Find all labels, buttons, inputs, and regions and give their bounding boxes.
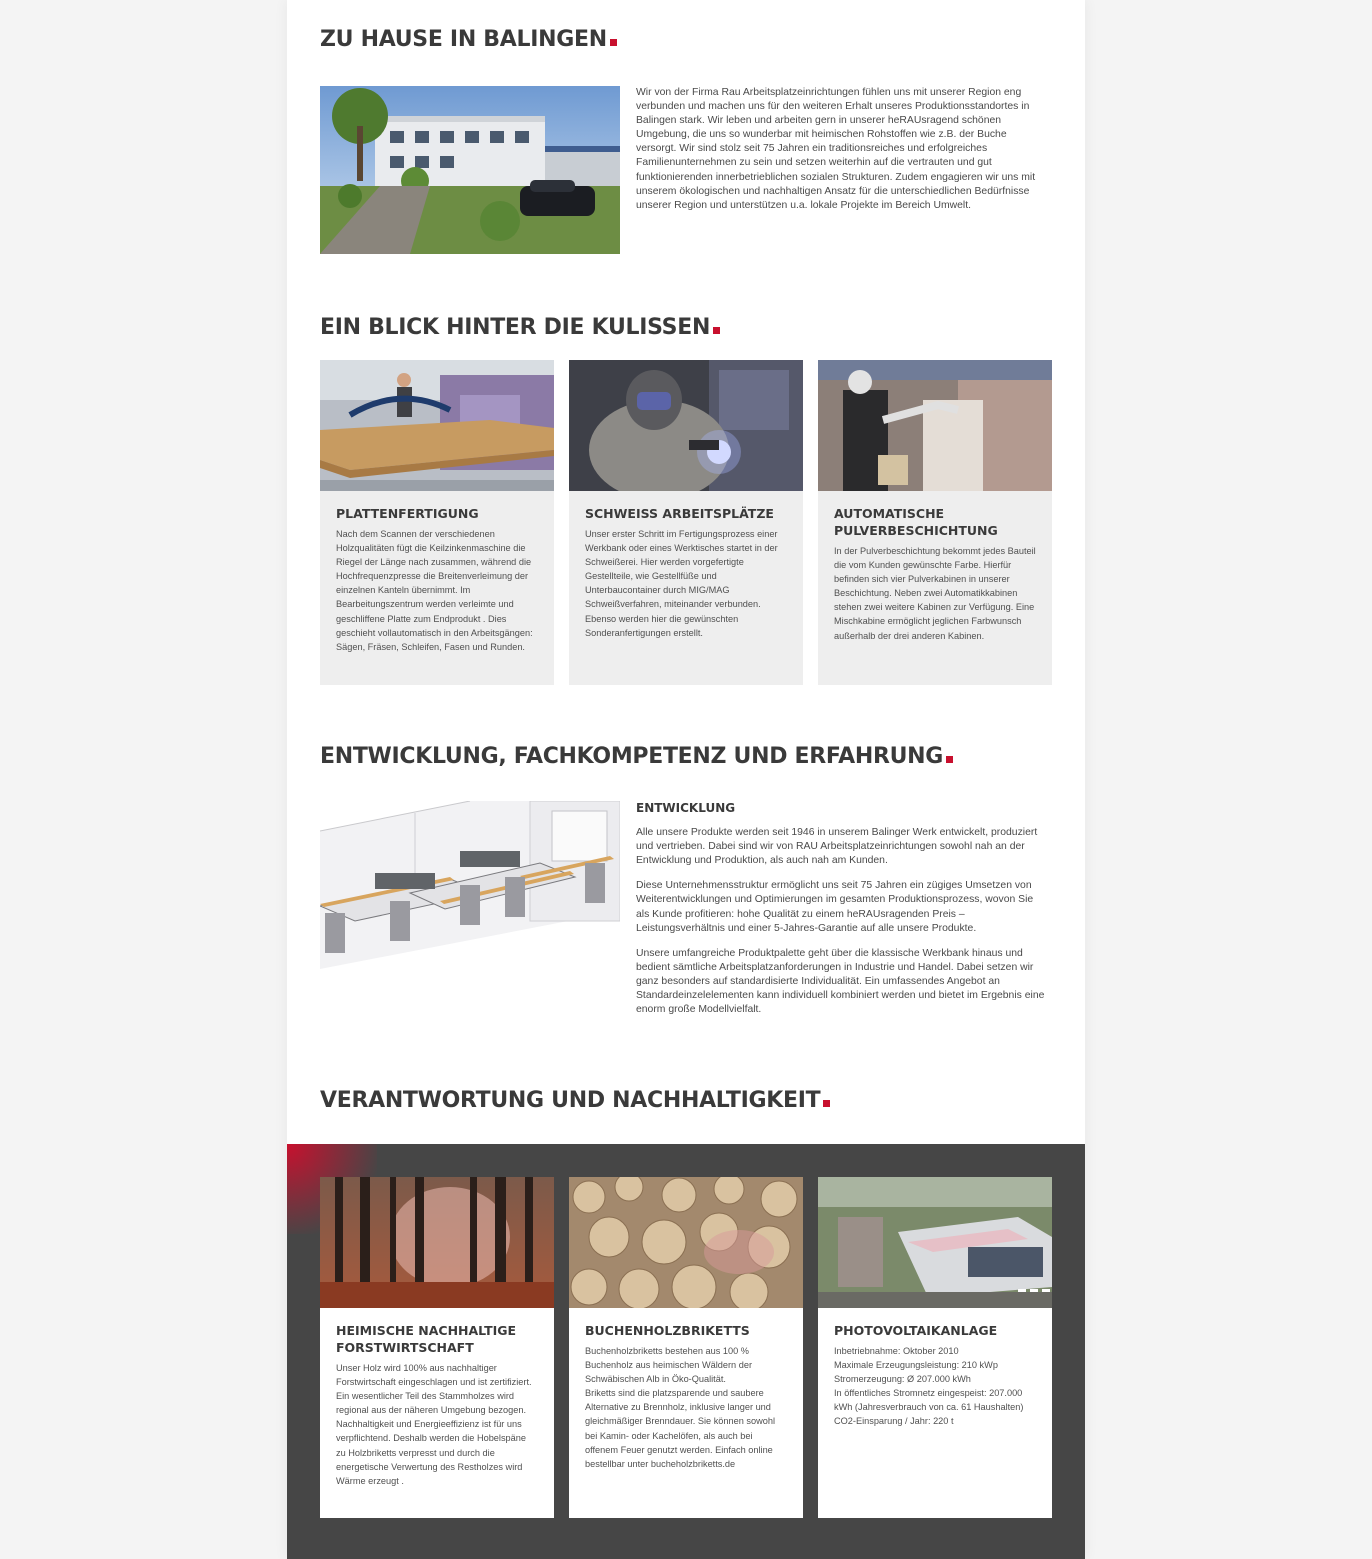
card-text-line: Maximale Erzeugungsleistung: 210 kWp: [834, 1360, 998, 1371]
page-content: [287, 0, 1085, 1559]
section-title-development: ENTWICKLUNG, FACHKOMPETENZ UND ERFAHRUNG: [320, 744, 953, 769]
card-schweiss: [569, 360, 803, 685]
development-subtitle: ENTWICKLUNG: [636, 801, 736, 815]
card-text: In der Pulverbeschichtung bekommt jedes Bauteil die vom Kunden gewünschte Farbe. Hierfür befinden sich vier Pulverkabinen in unserer Beschichtung. Neben zwei Automatikkabinen stehen zwei weitere Kabinen zur Verfügung. Eine Mischkabine ermöglicht jeglichen Farbwunsch außerhalb der drei anderen Kabinen.: [834, 546, 1036, 641]
accent-dot: [713, 327, 720, 334]
card-title: HEIMISCHE NACHHALTIGE FORSTWIRTSCHAFT: [336, 1323, 517, 1355]
card-forstwirtschaft: [320, 1177, 554, 1518]
card-briketts: [569, 1177, 803, 1518]
accent-dot: [823, 1100, 830, 1107]
card-title: BUCHENHOLZBRIKETTS: [585, 1323, 750, 1338]
card-photovoltaik: [818, 1177, 1052, 1518]
card-pulverbeschichtung: [818, 360, 1052, 685]
development-paragraph: Diese Unternehmensstruktur ermöglicht uns seit 75 Jahren ein zügiges Umsetzen von Weiterentwicklungen und Optimierungen im gesamten Produktionsprozess, wovon Sie als Kunde profitieren: hohe Qualität zu einem heRAUsragenden Preis –Leistungsverhältnis und einer 5-Jahres-Garantie auf alle unsere Produkte.: [636, 880, 1034, 934]
workbench-render: [320, 801, 620, 969]
section-title-sustain: VERANTWORTUNG UND NACHHALTIGKEIT: [320, 1088, 830, 1113]
card-text-line: Stromerzeugung: Ø 207.000 kWh: [834, 1374, 971, 1385]
card-text: Briketts sind die platzsparende und saubere Alternative zu Brennholz, inklusive langer und gleichmäßiger Brenndauer. Sie können sowohl bei Kamin- oder Kachelöfen, als auch bei offenem Feuer genutzt werden. Einfach online bestellbar unter bucheholzbriketts.de: [585, 1388, 775, 1469]
sustain-band: [287, 1144, 1085, 1559]
home-text: Wir von der Firma Rau Arbeitsplatzeinrichtungen fühlen uns mit unserer Region eng verbunden und machen uns für den weiteren Erhalt unseres Produktionsstandortes in Balingen stark. Wir leben und arbeiten gern in unserer heRAUsragend schönen Umgebung, die uns so wunderbar mit heimischen Rohstoffen wie z.B. der Buche versorgt. Wir sind stolz seit 75 Jahren ein traditionsreiches und erfolgreiches Familienunternehmen zu sein und setzen weiterhin auf die vertrauten und gut funktionierenden innerbetrieblichen sozialen Strukturen. Zudem engagieren wir uns mit unserem ökologischen und nachhaltigen Ansatz für die unterschiedlichen Bedürfnisse unserer Region und unterstützen u.a. lokale Projekte im Bereich Umwelt.: [636, 87, 1036, 211]
card-title: AUTOMATISCHE PULVERBESCHICHTUNG: [834, 506, 998, 538]
card-text: Nach dem Scannen der verschiedenen Holzqualitäten fügt die Keilzinkenmaschine die Riegel der Länge nach zusammen, während die Hochfrequenzpresse die Breitenverleimung der einzelnen Kanteln übernimmt. Im Bearbeitungszentrum werden verleimte und geschliffene Platte zum Endprodukt . Dies geschieht vollautomatisch in den Arbeitsgängen: Sägen, Fräsen, Schleifen, Fasen und Runden.: [336, 529, 533, 652]
card-text: Buchenholzbriketts bestehen aus 100 % Buchenholz aus heimischen Wäldern der Schwäbischen Alb in Öko-Qualität.: [585, 1346, 752, 1385]
welding-photo: [569, 360, 803, 491]
section-title-behind: EIN BLICK HINTER DIE KULISSEN: [320, 315, 720, 340]
card-text-line: Inbetriebnahme: Oktober 2010: [834, 1346, 959, 1356]
accent-dot: [610, 39, 617, 46]
powder-coating-photo: [818, 360, 1052, 491]
building-photo: [320, 86, 620, 254]
card-title: PLATTENFERTIGUNG: [336, 506, 479, 521]
development-paragraph: Alle unsere Produkte werden seit 1946 in unserem Balinger Werk entwickelt, produziert und vertrieben. Dabei sind wir von RAU Arbeitsplatzeinrichtungen sowohl nah an der Entwicklung und Produktion, als auch nah am Kunden.: [636, 827, 1038, 867]
solar-plant-aerial-photo: [818, 1177, 1052, 1308]
development-paragraph: Unsere umfangreiche Produktpalette geht über die klassische Werkbank hinaus und bedient sämtliche Arbeitsplatzanforderungen in Industrie und Handel. Dabei setzen wir ganz besonders auf standardisierte Individualität. Ein umfassendes Angebot an Standardeinzelelementen kann individuell kombiniert werden und bietet im Ergebnis eine enorm große Modellvielfalt.: [636, 947, 1045, 1016]
development-text: [636, 801, 1046, 1028]
card-title: SCHWEISS ARBEITSPLÄTZE: [585, 506, 774, 521]
card-text-line: CO2-Einsparung / Jahr: 220 t: [834, 1416, 954, 1427]
card-text-line: In öffentliches Stromnetz eingespeist: 207.000 kWh (Jahresverbrauch von ca. 61 Haushalten): [834, 1388, 1024, 1413]
card-text: Unser Holz wird 100% aus nachhaltiger Forstwirtschaft eingeschlagen und ist zertifiziert. Ein wesentlicher Teil des Stammholzes wird regional aus der näheren Umgebung bezogen. Nachhaltigkeit und Energieeffizienz ist für uns verpflichtend. Deshalb werden die Hobelspäne zu Holzbriketts verpresst und durch die energetische Verwertung des Restholzes wird Wärme erzeugt .: [336, 1363, 532, 1486]
card-title: PHOTOVOLTAIKANLAGE: [834, 1323, 998, 1338]
card-text: Unser erster Schritt im Fertigungsprozess einer Werkbank oder eines Werktisches startet in der Schweißerei. Hier werden vorgefertigte Gestellteile, wie Gestellfüße und Unterbaucontainer durch MIG/MAG Schweißverfahren, miteinander verbunden. Ebenso werden hier die gewünschten Sonderanfertigungen erstellt.: [585, 529, 778, 638]
section-title-home: ZU HAUSE IN BALINGEN: [320, 27, 617, 52]
forest-photo: [320, 1177, 554, 1308]
card-plattenfertigung: [320, 360, 554, 685]
plattenfertigung-photo: [320, 360, 554, 491]
accent-dot: [946, 756, 953, 763]
briquettes-photo: [569, 1177, 803, 1308]
